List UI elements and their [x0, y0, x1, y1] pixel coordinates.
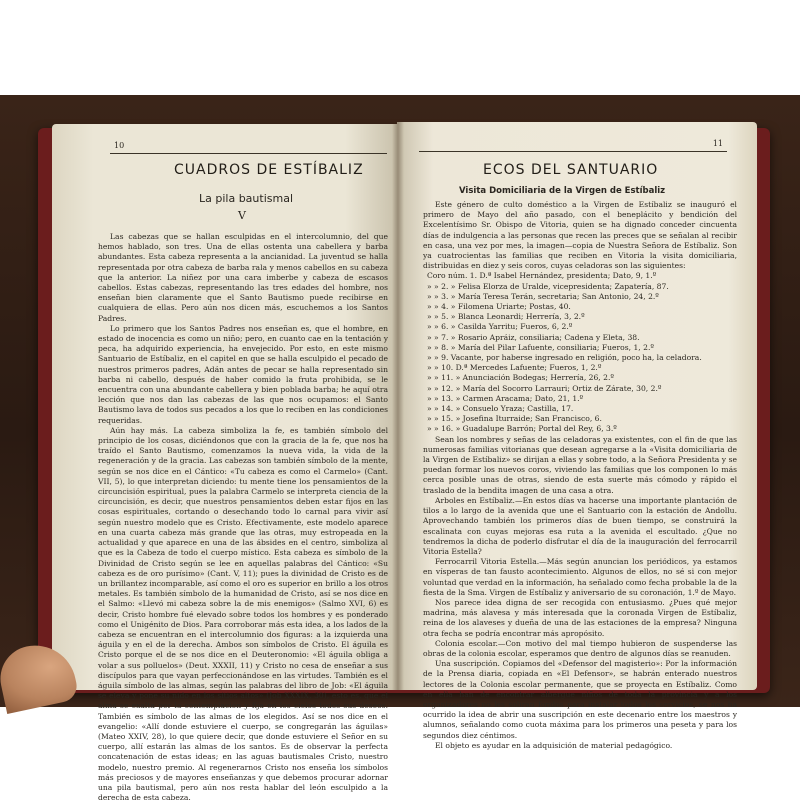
list-item: » » 8. » María del Pilar Lafuente, consiliaria; Fueros, 1, 2.º: [427, 342, 654, 352]
paragraph: Lo primero que los Santos Padres nos enseñan es, que el hombre, en estado de inocencia es como un niño; pero, en cuanto cae en la tentación y peca, ha adquirido experiencia, ha envejecido. Por esto, en este mismo Santuario de Estíbaliz, en el capitel en que se halla esculpido el pecado de nuestros primeros padres, Adán antes de pecar se halla representado sin barba ni cabello, después de haber comido la fruta prohibida, se le encuentra con una abundante cabellera y bien poblada barba; he aquí otra lección que nos dan las cabezas de las que nos ocupamos: el Santo Bautismo lava de todos sus pecados a los que lo reciben en las condiciones requeridas.: [98, 323, 388, 425]
list-item: Coro núm. 1. D.ª Isabel Hernández, presidenta; Dato, 9, 1.º: [427, 271, 657, 281]
list-item: » » 10. D.ª Mercedes Lafuente; Fueros, 1, 2.º: [427, 363, 602, 373]
section-title: ECOS DEL SANTUARIO: [483, 162, 659, 178]
article-title: Visita Domiciliaria de la Virgen de Estíbaliz: [459, 186, 666, 196]
paragraph: Sean los nombres y señas de las celadoras ya existentes, con el fin de que las numerosas familias vitorianas que desean agregarse a la «Visita domiciliaria de la Virgen de Estíbaliz» se dirijan a ellas y sobre todo, a la Señora Presidenta y se puedan formar los nuevos coros, viviendo las familias que los componen lo más cerca posible unas de otras, siendo de esta suerte más cómodo y rápido el traslado de la bendita imagen de una casa a otra.: [423, 434, 737, 495]
article-body: [98, 232, 388, 803]
paragraph: Colonia escolar.—Con motivo del mal tiempo hubieron de suspenderse las obras de la colonia escolar, esperamos que dentro de algunos días se reanuden.: [423, 638, 737, 658]
list-item: » » 7. » Rosario Apráiz, consiliaria; Cadena y Eleta, 38.: [427, 332, 640, 342]
list-item: » » 13. » Carmen Aracama; Dato, 21, 1.º: [427, 393, 584, 403]
article-title: La pila bautismal: [199, 192, 294, 205]
book-gutter-shadow: [392, 122, 404, 690]
list-item: » » 16. » Guadalupe Barrón; Portal del Rey, 6, 3.º: [427, 424, 617, 434]
paragraph: El objeto es ayudar en la adquisición de material pedagógico.: [435, 740, 673, 750]
page-number: 11: [712, 139, 723, 148]
chapter-number: V: [238, 209, 246, 222]
right-page: [397, 122, 757, 750]
header-rule: [419, 151, 727, 152]
list-item: » » 2. » Felisa Elorza de Uralde, vicepresidenta; Zapatería, 87.: [427, 281, 669, 291]
list-item: » » 14. » Consuelo Yraza; Castilla, 17.: [427, 404, 574, 414]
page-number: 10: [114, 141, 125, 150]
paragraph: Arboles en Estíbaliz.—En estos días va hacerse una importante plantación de tilos a lo largo de la avenida que une el Santuario con la estación de Andollu. Aprovechando también los primeros días de buen tiempo, se construirá la escalinata con cuyas mejoras esa ruta a la avenida el escultado. ¿Que no tendremos la dicha de poderlo disfrutar el día de la inauguración del ferrocarril Vitoria Estella?: [423, 495, 737, 556]
header-rule: [110, 153, 387, 154]
paragraph: Ferrocarril Vitoria Estella.—Más según anuncian los periódicos, ya estamos en vísperas de tan fausto acontecimiento. Algunos de ellos, no sé si con mejor voluntad que verdad en la información, ha señalado como fecha probable la de la fiesta de la Sma. Virgen de Estíbaliz y aniversario de su coronación, 1.º de Mayo.: [423, 557, 737, 597]
paragraph: Aún hay más. La cabeza simboliza la fe, es también símbolo del principio de los cosas, diciéndonos que con la gracia de la fe, que nos ha traído el Santo Bautismo, comenzamos la nueva vida, la vida de la regeneración y de la gracia. Las cabezas son también símbolo de la mente, según se nos dice en el Cántico: «Tu cabeza es como el Carmelo» (Cant. VII, 5), lo que interpretan diciendo: tu mente tiene los pensamientos de la circuncisión espiritual, pues la palabra Carmelo se interpreta ciencia de la circuncisión, es decir, que nuestros pensamientos deben estar fijos en las cosas espirituales, cortando o desechando todo lo carnal para vivir así según nuestro modelo que es Cristo. Efectivamente, este modelo aparece en una cuarta cabeza más grande que las otras, muy estropeada en la actualidad y que aparece en una de las ábsides en el centro, simboliza al que es la Cabeza de todo el cuerpo místico. Esta cabeza es símbolo de la Divinidad de Cristo según se lee en aquellas palabras del Cántico: «Su cabeza es de oro purísimo» (Cant. V, 11); pues la divinidad de Cristo es de un brillantez incomparable, así como el oro es superior en brillo a los otros metales. Es también símbolo de la humanidad de Cristo, así se nos dice en el Salmo: «Llevó mi cabeza sobre la de mis enemigos» (Salmo XVI, 6) es decir, Cristo hombre fué elevado sobre todos los hombres y es ponderado como el Unigénito de Dios. Para corroborar más esta idea, a los lados de la cabeza se encuentran en el intercolumnio dos figuras: a la izquierda una águila y en el de la derecha. Ambos son símbolos de Cristo. El águila es Cristo porque el de se nos dice en el Deuteronomio: «El águila obliga a volar a sus polluelos» (Deut. XXXII, 11) y Cristo no cesa de enseñar a sus discípulos para que vayan perfeccionándose en las virtudes. También es el águila símbolo de las almas, según las palabras del libro de Job: «El águila se eleva y pone su nido en los sitios altos» (Job XXXIX, 30), esto es, que el alma se exalta por la contemplación y fija en los cielos todos sus deseos. También es símbolo de las almas de los elegidos. Así se nos dice en el evangelio: «Allí donde estuviere el cuerpo, se congregarán las águilas» (Mateo XXIV, 28), lo que quiere decir, que donde estuviere el Señor en su cuerpo, allí estarán las almas de los santos. Es de observar la perfecta concatenación de estas ideas; en las aguas bautismales Cristo, nuestro modelo, nuestro premio. Al regenerarnos Cristo nos enseña los símbolos más preciosos y de mayores enseñanzas y que debemos procurar adornar una pila bautismal, pero aún nos resta hablar del león esculpido a la derecha de esta cabeza.: [98, 425, 388, 803]
list-item: » » 11. » Anunciación Bodegas; Herrería, 26, 2.º: [427, 373, 614, 383]
section-title: CUADROS DE ESTÍBALIZ: [174, 162, 364, 178]
article-body: [423, 200, 737, 751]
list-item: » » 12. » María del Socorro Larrauri; Ortiz de Zárate, 30, 2.º: [427, 383, 662, 393]
list-item: » » 5. » Blanca Leonardi; Herrería, 3, 2.º: [427, 312, 585, 322]
left-page: [52, 124, 397, 803]
paragraph: Nos parece idea digna de ser recogida con entusiasmo. ¿Pues qué mejor madrina, más alavesa y más interesada que la coronada Virgen de Estíbaliz, reina de los alaveses y dueña de una de las estaciones de la empresa? Ninguna otra fecha se podría encontrar más apropósito.: [423, 597, 737, 638]
list-item: » » 15. » Josefina Iturraide; San Francisco, 6.: [427, 414, 602, 424]
list-item: » » 4. » Filomena Uriarte; Postas, 40.: [427, 302, 571, 312]
list-item: » » 6. » Casilda Yarritu; Fueros, 6, 2.º: [427, 322, 573, 332]
list-item: » » 3. » María Teresa Terán, secretaria; San Antonio, 24, 2.º: [427, 291, 659, 301]
list-item: » » 9. Vacante, por haberse ingresado en religión, poco ha, la celadora.: [427, 353, 702, 363]
paragraph: Las cabezas que se hallan esculpidas en el intercolumnio, del que hemos hablado, son tres. Una de ellas ostenta una cabellera y barba abundantes. Esta cabeza representa a la ancianidad. La juventud se halla representada por otra cabeza de barba rala y menos cabellos en su cabeza que la anterior. La niñez por una cara imberbe y cabeza de escasos cabellos. Estas cabezas, representando las tres edades del hombre, nos enseñan bien claramente que el Santo Bautismo puede recibirse en cualquiera de ellas. Pero aún nos dicen más, escuchemos a los Santos Padres.: [98, 232, 388, 323]
celadoras-list: [423, 271, 737, 434]
paragraph: Una suscripción. Copiamos del «Defensor del magisterio»: Por la información de la Prensa diaria, copiada en «El Defensor», se habrán enterado nuestros lectores de la Colonia escolar permanente, que se proyecta en Estíbaliz. Como en ella han de encontrar albergue niños de toda la provincia y a los organizadores no les sobran fondos para instalar todos los servicios, se nos ha ocurrido la idea de abrir una suscripción en este decenario entre los maestros y alumnos, señalando como cuota máxima para los primeros una peseta y para los segundos diez céntimos.: [423, 659, 737, 740]
intro-paragraph: Este género de culto doméstico a la Virgen de Estíbaliz se inauguró el primero de Mayo del año pasado, con el beneplácito y bendición del Excelentísimo Sr. Obispo de Vitoria, quien se ha dignado conceder cincuenta días de indulgencia a las personas que recen las preces que se señalan al recibir en casa, una vez por mes, la imagen—copia de Nuestra Señora de Estíbaliz. Son ya cuatrocientas las familias que reciben en Vitoria la visita domiciliaria, distribuidas en diez y seis coros, cuyas celadoras son las siguientes:: [423, 200, 737, 271]
